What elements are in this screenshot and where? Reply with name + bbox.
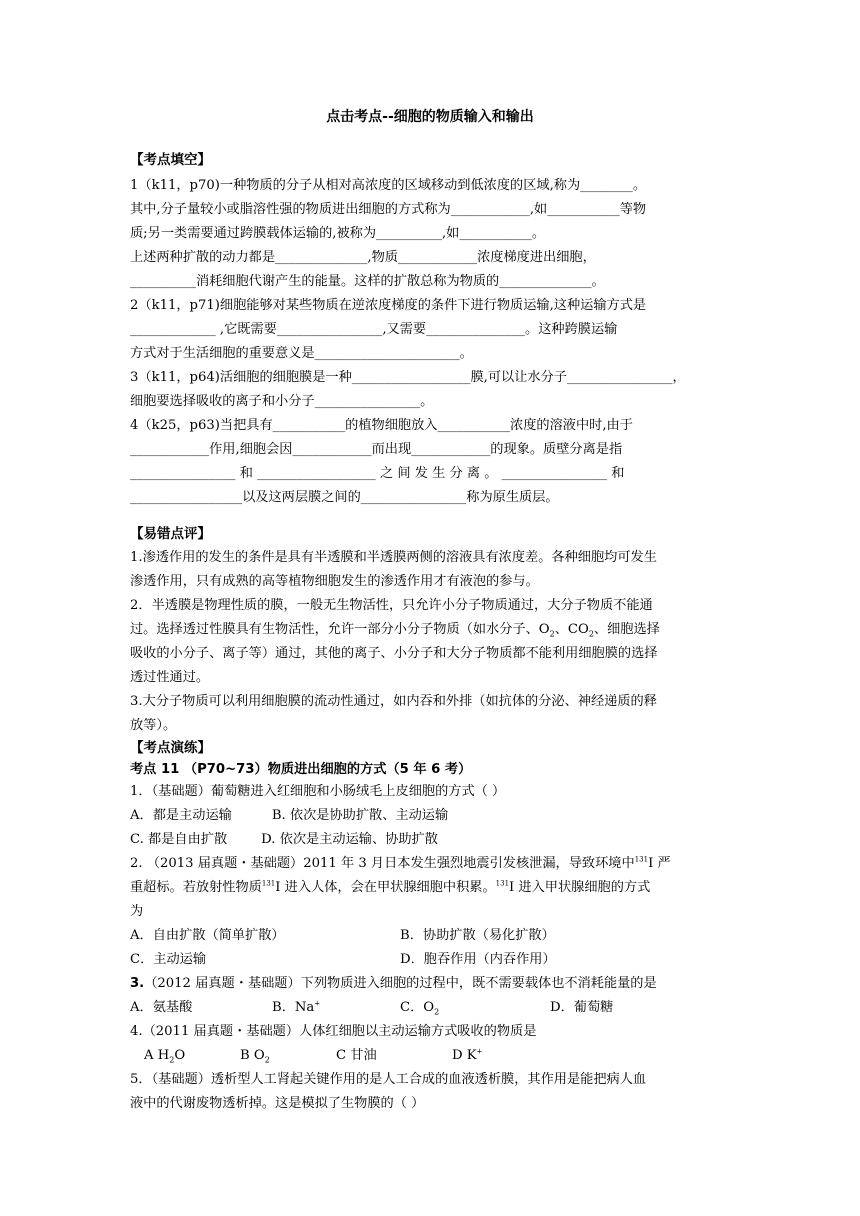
errors-heading: 【易错点评】 — [130, 526, 211, 542]
q3-option-b: B．Na+ — [272, 999, 321, 1015]
errors-line-2: 渗透作用，只有成熟的高等植物细胞发生的渗透作用才有液泡的参与。 — [130, 574, 539, 589]
q5-line-2: 液中的代谢废物透析掉。这是模拟了生物膜的（ ） — [130, 1096, 425, 1111]
fill-line-7: _____________ ,它既需要________________,又需要_______________。这种跨膜运输 — [130, 322, 618, 337]
q2-option-a: A．自由扩散（简单扩散） — [130, 928, 285, 943]
q2-option-d: D．胞吞作用（内吞作用） — [400, 952, 556, 967]
q3-option-d: D．葡萄糖 — [550, 1000, 614, 1015]
fill-line-8: 方式对于生活细胞的重要意义是______________________。 — [130, 346, 473, 361]
fill-line-3: 质;另一类需要通过跨膜载体运输的,被称为__________,如___________。 — [130, 226, 546, 241]
q2-options-row-2 — [130, 948, 730, 972]
fill-line-13: ________________ 和 __________________ 之 间 发 生 分 离 。 ________________ 和 — [130, 466, 625, 481]
q3-options — [130, 996, 730, 1020]
fill-line-1: 1（k11，p70)一种物质的分子从相对高浓度的区域移动到低浓度的区域,称为________。 — [130, 178, 647, 193]
q2-option-b: B．协助扩散（易化扩散） — [400, 928, 555, 943]
fill-line-14: _________________以及这两层膜之间的________________称为原生质层。 — [130, 490, 559, 505]
practice-topic: 考点 11 （P70~73）物质进出细胞的方式（5 年 6 考） — [130, 762, 472, 777]
fill-heading: 【考点填空】 — [130, 152, 211, 168]
q1-options-row-1 — [130, 804, 730, 828]
errors-line-1: 1.渗透作用的发生的条件是具有半透膜和半透膜两侧的溶液具有浓度差。各种细胞均可发生 — [130, 550, 657, 565]
q5-line-1: 5．（基础题）透析型人工肾起关键作用的是人工合成的血液透析膜，其作用是能把病人血 — [130, 1072, 647, 1087]
q2-line-1: 2. （2013 届真题・基础题）2011 年 3 月日本发生强烈地震引发核泄漏，导致环境中$^{131}$I 严 — [130, 855, 671, 871]
q1-stem: 1．（基础题）葡萄糖进入红细胞和小肠绒毛上皮细胞的方式（ ） — [130, 784, 506, 799]
q3-stem: 3.（2012 届真题・基础题）下列物质进入细胞的过程中，既不需要载体也不消耗能量的是 — [130, 976, 657, 991]
q2-options-row-1 — [130, 924, 730, 948]
fill-line-12: ____________作用,细胞会因____________而出现____________的现象。质壁分离是指 — [130, 442, 623, 457]
practice-heading: 【考点演练】 — [130, 740, 211, 756]
errors-line-4: 过。选择透过性膜具有生物活性，允许一部分小分子物质（如水分子、$O_2$、$CO_2$、细胞选择 — [130, 622, 660, 639]
errors-line-5: 吸收的小分子、离子等）通过，其他的离子、小分子和大分子物质都不能利用细胞膜的选择 — [130, 646, 658, 661]
q2-option-c: C．主动运输 — [130, 952, 207, 967]
errors-line-3: 2．半透膜是物理性质的膜，一般无生物活性，只允许小分子物质通过，大分子物质不能通 — [130, 598, 653, 613]
q4-options — [130, 1044, 730, 1068]
q3-option-c: C．$O_2$ — [400, 1000, 440, 1017]
errors-line-8: 放等）。 — [130, 718, 177, 733]
q1-option-b: B. 依次是协助扩散、主动运输 — [271, 808, 449, 823]
fill-line-4: 上述两种扩散的动力都是______________,物质____________浓度梯度进出细胞， — [130, 250, 596, 265]
q1-option-d: D. 依次是主动运输、协助扩散 — [261, 832, 438, 847]
q2-line-3: 为 — [130, 904, 144, 919]
fill-line-9: 3（k11，p64)活细胞的细胞膜是一种__________________膜,可以让水分子________________， — [130, 370, 686, 385]
fill-line-11: 4（k25，p63)当把具有___________的植物细胞放入___________浓度的溶液中时,由于 — [130, 418, 633, 433]
page-title: 点击考点--细胞的物质输入和输出 — [326, 109, 534, 125]
q4-option-a: A $H_2O$ — [144, 1048, 186, 1065]
q1-option-c: C. 都是自由扩散 — [130, 832, 228, 847]
q4-option-c: C 甘油 — [336, 1048, 377, 1063]
q4-stem: 4.（2011 届真题・基础题）人体红细胞以主动运输方式吸收的物质是 — [130, 1024, 537, 1039]
fill-line-2: 其中,分子量较小或脂溶性强的物质进出细胞的方式称为____________,如___________等物 — [130, 202, 647, 217]
fill-line-5: __________消耗细胞代谢产生的能量。这样的扩散总称为物质的______________。 — [130, 274, 605, 289]
q1-option-a: A．都是主动运输 — [130, 808, 232, 823]
q3-option-a: A．氨基酸 — [130, 1000, 193, 1015]
errors-line-6: 透过性通过。 — [130, 670, 210, 685]
errors-line-7: 3.大分子物质可以利用细胞膜的流动性通过，如内吞和外排（如抗体的分泌、神经递质的释 — [130, 694, 657, 709]
q4-option-b: B $O_2$ — [240, 1048, 270, 1065]
q1-options-row-2 — [130, 828, 730, 852]
fill-line-6: 2（k11，p71)细胞能够对某些物质在逆浓度梯度的条件下进行物质运输,这种运输方式是 — [130, 298, 647, 313]
q2-line-2: 重超标。若放射性物质$^{131}$I 进入人体，会在甲状腺细胞中积累。$^{131}$I 进入甲状腺细胞的方式 — [130, 879, 651, 895]
fill-line-10: 细胞要选择吸收的离子和小分子________________。 — [130, 394, 434, 409]
q4-option-d: D K+ — [452, 1047, 483, 1063]
